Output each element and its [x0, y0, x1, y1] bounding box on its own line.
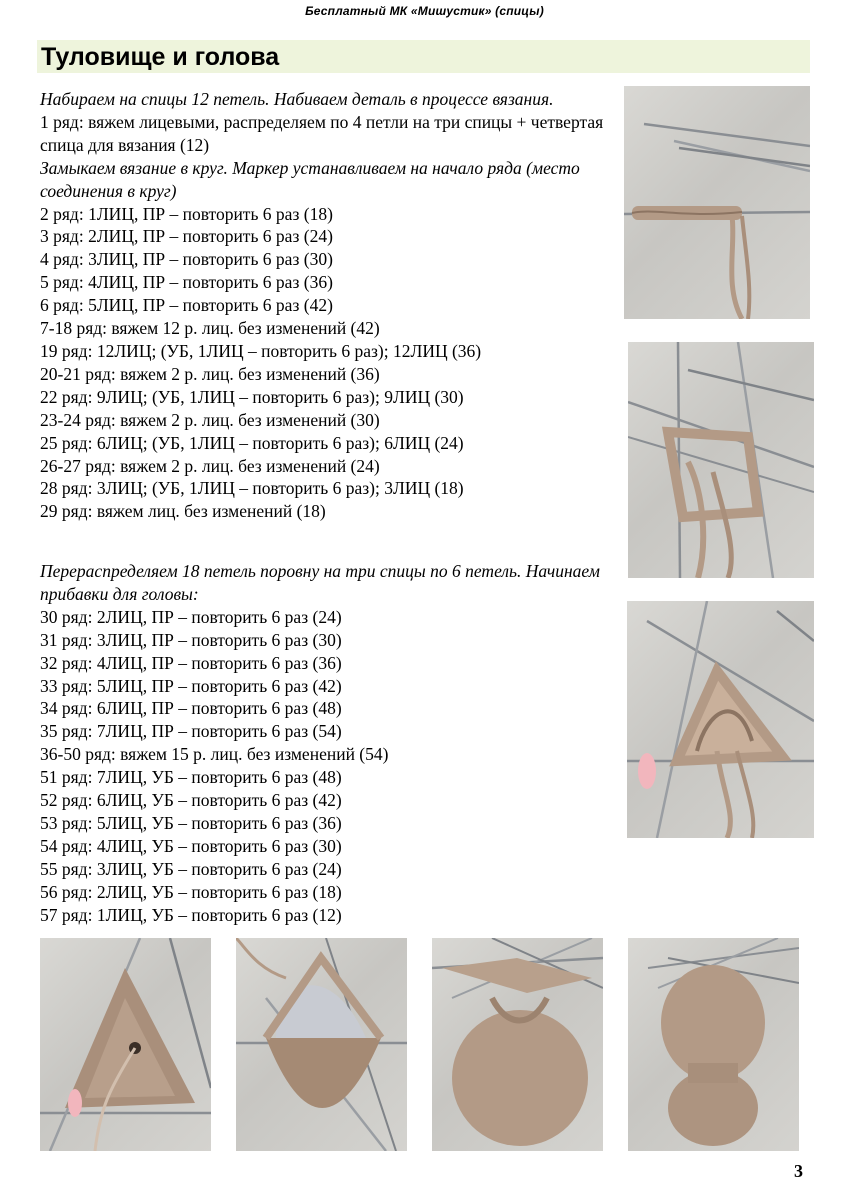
instruction-line: 55 ряд: 3ЛИЦ, УБ – повторить 6 раз (24) — [40, 858, 342, 879]
instruction-line: 2 ряд: 1ЛИЦ, ПР – повторить 6 раз (18) — [40, 203, 333, 224]
instruction-line: 25 ряд: 6ЛИЦ; (УБ, 1ЛИЦ – повторить 6 раз); 6ЛИЦ (24) — [40, 432, 464, 453]
instruction-line: 54 ряд: 4ЛИЦ, УБ – повторить 6 раз (30) — [40, 835, 342, 856]
instruction-line: 30 ряд: 2ЛИЦ, ПР – повторить 6 раз (24) — [40, 606, 342, 627]
instruction-line: 6 ряд: 5ЛИЦ, ПР – повторить 6 раз (42) — [40, 295, 333, 316]
instruction-line: 3 ряд: 2ЛИЦ, ПР – повторить 6 раз (24) — [40, 226, 333, 247]
photo-cast-on — [624, 86, 810, 319]
photo-knitting-in-round — [628, 342, 814, 578]
head-instructions — [40, 560, 615, 927]
instruction-line: 56 ряд: 2ЛИЦ, УБ – повторить 6 раз (18) — [40, 881, 342, 902]
instruction-line: 32 ряд: 4ЛИЦ, ПР – повторить 6 раз (36) — [40, 652, 342, 673]
instruction-line: Замыкаем вязание в круг. Маркер устанавливаем на начало ряда (место соединения в круг) — [40, 157, 580, 201]
instruction-line: 20-21 ряд: вяжем 2 р. лиц. без изменений (36) — [40, 363, 380, 384]
instruction-line: 31 ряд: 3ЛИЦ, ПР – повторить 6 раз (30) — [40, 629, 342, 650]
instruction-line: 29 ряд: вяжем лиц. без изменений (18) — [40, 501, 326, 522]
photo-triangle-marker — [627, 601, 814, 838]
instruction-line: 52 ряд: 6ЛИЦ, УБ – повторить 6 раз (42) — [40, 790, 342, 811]
instruction-line: 53 ряд: 5ЛИЦ, УБ – повторить 6 раз (36) — [40, 812, 342, 833]
instruction-line: 23-24 ряд: вяжем 2 р. лиц. без изменений (30) — [40, 409, 380, 430]
instruction-line: 34 ряд: 6ЛИЦ, ПР – повторить 6 раз (48) — [40, 698, 342, 719]
instruction-line: 36-50 ряд: вяжем 15 р. лиц. без изменений (54) — [40, 744, 389, 765]
instruction-line: 28 ряд: 3ЛИЦ; (УБ, 1ЛИЦ – повторить 6 раз); 3ЛИЦ (18) — [40, 478, 464, 499]
instruction-line: 22 ряд: 9ЛИЦ; (УБ, 1ЛИЦ – повторить 6 раз); 9ЛИЦ (30) — [40, 386, 464, 407]
photo-body-cone — [40, 938, 211, 1151]
instruction-line: 33 ряд: 5ЛИЦ, ПР – повторить 6 раз (42) — [40, 675, 342, 696]
photo-body-finished — [628, 938, 799, 1151]
section-title: Туловище и голова — [41, 43, 280, 71]
instruction-line: Набираем на спицы 12 петель. Набиваем деталь в процессе вязания. — [40, 89, 554, 109]
instructions-body — [40, 88, 615, 523]
instruction-line: 57 ряд: 1ЛИЦ, УБ – повторить 6 раз (12) — [40, 904, 342, 925]
instruction-line: 5 ряд: 4ЛИЦ, ПР – повторить 6 раз (36) — [40, 272, 333, 293]
document-header: Бесплатный МК «Мишустик» (спицы) — [305, 4, 544, 18]
instruction-line: 19 ряд: 12ЛИЦ; (УБ, 1ЛИЦ – повторить 6 раз); 12ЛИЦ (36) — [40, 340, 482, 361]
instruction-line: 4 ряд: 3ЛИЦ, ПР – повторить 6 раз (30) — [40, 249, 333, 270]
instruction-line: 26-27 ряд: вяжем 2 р. лиц. без изменений (24) — [40, 455, 380, 476]
instruction-line: 35 ряд: 7ЛИЦ, ПР – повторить 6 раз (54) — [40, 721, 342, 742]
instruction-line: 7-18 ряд: вяжем 12 р. лиц. без изменений (42) — [40, 318, 380, 339]
photo-body-stuffed — [236, 938, 407, 1151]
instruction-line: Перераспределяем 18 петель поровну на три спицы по 6 петель. Начинаем прибавки для головы: — [40, 561, 600, 604]
instruction-line: 1 ряд: вяжем лицевыми, распределяем по 4 петли на три спицы + четвертая спица для вязания (12) — [40, 111, 604, 155]
page-number: 3 — [794, 1161, 803, 1181]
instruction-line: 51 ряд: 7ЛИЦ, УБ – повторить 6 раз (48) — [40, 767, 342, 788]
photo-body-rounded — [432, 938, 603, 1151]
